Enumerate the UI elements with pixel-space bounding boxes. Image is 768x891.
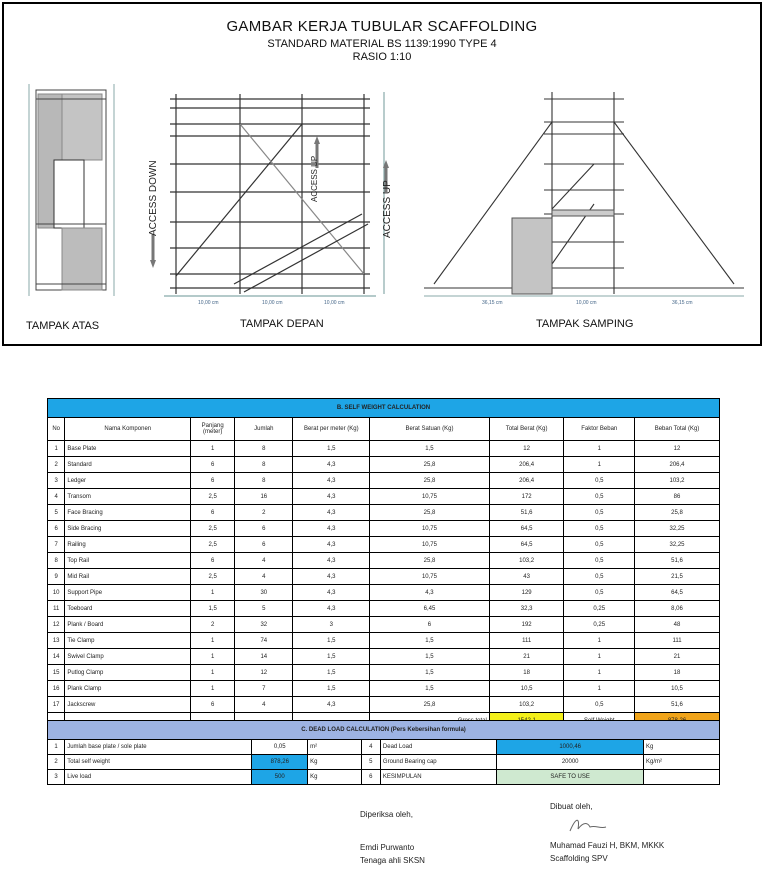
table-cell: 2,5 — [191, 489, 235, 505]
table-cell: 0,25 — [564, 601, 635, 617]
table-cell: 4,3 — [293, 489, 370, 505]
signature-scribble — [550, 813, 610, 835]
component-name: Plank Clamp — [65, 681, 191, 697]
checked-by-name: Emdi Purwanto — [360, 843, 415, 852]
dead-load-row — [48, 740, 720, 755]
table-cell: 2,5 — [191, 569, 235, 585]
table-cell: 6 — [191, 473, 235, 489]
self-weight-title: B. SELF WEIGHT CALCULATION — [48, 399, 720, 418]
component-name: Tie Clamp — [65, 633, 191, 649]
col-component: Nama Komponen — [65, 418, 191, 441]
table-cell: 0,5 — [564, 553, 635, 569]
table-cell: 13 — [48, 633, 65, 649]
component-name: Putlog Clamp — [65, 665, 191, 681]
dead-load-row — [48, 770, 720, 785]
component-name: Toeboard — [65, 601, 191, 617]
table-cell: 3 — [48, 473, 65, 489]
checked-signature-space — [360, 821, 425, 841]
drawing-subtitle: STANDARD MATERIAL BS 1139:1990 TYPE 4 — [267, 38, 497, 50]
table-cell: 4,3 — [293, 457, 370, 473]
self-weight-header-row — [48, 418, 720, 441]
table-cell: 1 — [191, 649, 235, 665]
table-cell: 0,5 — [564, 521, 635, 537]
table-cell: 4 — [235, 569, 293, 585]
table-cell: 1,5 — [370, 665, 490, 681]
dead-load-value2: SAFE TO USE — [497, 770, 644, 785]
dead-load-unit2: Kg/m² — [644, 755, 720, 770]
table-cell: 51,6 — [635, 697, 720, 713]
table-cell: 25,8 — [635, 505, 720, 521]
table-cell: 1,5 — [370, 681, 490, 697]
table-cell: 1 — [191, 633, 235, 649]
table-cell: 12 — [635, 441, 720, 457]
table-cell: 111 — [635, 633, 720, 649]
table-row — [48, 697, 720, 713]
table-cell: 8 — [235, 441, 293, 457]
table-cell: 1 — [564, 441, 635, 457]
side-dim-3: 36,15 cm — [672, 300, 693, 306]
table-cell: 6 — [48, 521, 65, 537]
table-cell: 25,8 — [370, 457, 490, 473]
component-name: Mid Rail — [65, 569, 191, 585]
table-cell: 1,5 — [191, 601, 235, 617]
table-cell: 192 — [489, 617, 564, 633]
table-cell: 30 — [235, 585, 293, 601]
table-row — [48, 633, 720, 649]
front-dim-1: 10,00 cm — [198, 300, 219, 306]
table-cell: 1 — [564, 633, 635, 649]
table-cell: 103,2 — [635, 473, 720, 489]
front-view — [164, 92, 384, 296]
table-cell: 6 — [191, 457, 235, 473]
access-down-label: ACCESS DOWN — [148, 160, 159, 236]
table-cell: 1,5 — [370, 633, 490, 649]
table-cell: 3 — [293, 617, 370, 633]
dead-load-value2: 1000,46 — [497, 740, 644, 755]
table-cell: 32,3 — [489, 601, 564, 617]
table-cell: 64,5 — [489, 521, 564, 537]
dead-load-label: Jumlah base plate / sole plate — [65, 740, 252, 755]
table-cell: 4 — [48, 489, 65, 505]
self-weight-table — [47, 398, 720, 729]
component-name: Top Rail — [65, 553, 191, 569]
table-cell: 86 — [635, 489, 720, 505]
table-cell: 1 — [564, 649, 635, 665]
table-cell: 64,5 — [635, 585, 720, 601]
signature-checked — [360, 808, 425, 867]
table-cell: 1,5 — [293, 681, 370, 697]
table-cell: 1 — [191, 681, 235, 697]
side-platform — [552, 210, 614, 216]
component-name: Face Bracing — [65, 505, 191, 521]
table-cell: 8 — [235, 473, 293, 489]
table-cell: 5 — [48, 505, 65, 521]
side-dim-1: 36,15 cm — [482, 300, 503, 306]
component-name: Base Plate — [65, 441, 191, 457]
table-cell: 10,75 — [370, 537, 490, 553]
table-cell: 0,5 — [564, 489, 635, 505]
table-cell: 8 — [48, 553, 65, 569]
access-up-label: ACCESS UP — [382, 180, 393, 238]
table-cell: 0,5 — [564, 473, 635, 489]
signature-made — [550, 800, 664, 865]
front-dim-3: 10,00 cm — [324, 300, 345, 306]
table-cell: 6 — [191, 505, 235, 521]
table-cell: 0,25 — [564, 617, 635, 633]
drawing-title: GAMBAR KERJA TUBULAR SCAFFOLDING — [226, 18, 538, 35]
table-cell: 1 — [564, 681, 635, 697]
table-cell: 1 — [48, 441, 65, 457]
drawing-scale: RASIO 1:10 — [352, 51, 412, 63]
table-cell: 64,5 — [489, 537, 564, 553]
table-cell: 7 — [235, 681, 293, 697]
table-cell: 15 — [48, 665, 65, 681]
table-cell: 12 — [235, 665, 293, 681]
table-cell: 2 — [48, 457, 65, 473]
table-cell: 25,8 — [370, 505, 490, 521]
access-up-small-label: ACCESS UP — [310, 155, 319, 202]
table-cell: 16 — [235, 489, 293, 505]
drawing-frame — [2, 2, 762, 346]
table-cell: 1,5 — [370, 441, 490, 457]
table-cell: 206,4 — [489, 457, 564, 473]
component-name: Ledger — [65, 473, 191, 489]
table-row — [48, 537, 720, 553]
table-cell: 43 — [489, 569, 564, 585]
col-total-load: Beban Total (Kg) — [635, 418, 720, 441]
table-cell: 32,25 — [635, 537, 720, 553]
dead-load-unit2 — [644, 770, 720, 785]
table-cell: 4 — [235, 553, 293, 569]
dead-load-value2: 20000 — [497, 755, 644, 770]
dead-load-unit: Kg — [308, 755, 362, 770]
table-cell: 16 — [48, 681, 65, 697]
table-cell: 17 — [48, 697, 65, 713]
table-cell: 1,5 — [293, 649, 370, 665]
table-cell: 206,4 — [489, 473, 564, 489]
table-cell: 18 — [489, 665, 564, 681]
table-cell: 4,3 — [293, 537, 370, 553]
table-row — [48, 489, 720, 505]
table-cell: 32,25 — [635, 521, 720, 537]
dead-load-unit: m² — [308, 740, 362, 755]
dead-load-row — [48, 755, 720, 770]
made-by-name: Muhamad Fauzi H, BKM, MKKK — [550, 841, 665, 850]
dead-load-value: 0,05 — [252, 740, 308, 755]
table-row — [48, 473, 720, 489]
table-cell: 1,5 — [293, 665, 370, 681]
component-name: Support Pipe — [65, 585, 191, 601]
table-cell: 12 — [48, 617, 65, 633]
table-cell: 4 — [235, 697, 293, 713]
made-by-role: Scaffolding SPV — [550, 854, 608, 863]
col-unit-weight: Berat Satuan (Kg) — [370, 418, 490, 441]
table-cell: 21,5 — [635, 569, 720, 585]
table-cell: 4,3 — [293, 601, 370, 617]
table-cell: 0,5 — [564, 585, 635, 601]
table-cell: 4,3 — [293, 473, 370, 489]
component-name: Swivel Clamp — [65, 649, 191, 665]
table-cell: 6 — [235, 537, 293, 553]
table-cell: 12 — [489, 441, 564, 457]
table-cell: 129 — [489, 585, 564, 601]
table-cell: 1 — [191, 665, 235, 681]
dead-load-label2: KESIMPULAN — [380, 770, 496, 785]
dead-load-unit: Kg — [308, 770, 362, 785]
table-cell: 21 — [635, 649, 720, 665]
table-cell: 10 — [48, 585, 65, 601]
table-cell: 10,5 — [635, 681, 720, 697]
table-cell: 21 — [489, 649, 564, 665]
table-cell: 10,75 — [370, 569, 490, 585]
table-cell: 4,3 — [293, 521, 370, 537]
table-cell: 0,5 — [564, 697, 635, 713]
table-cell: 51,6 — [635, 553, 720, 569]
table-row — [48, 569, 720, 585]
checked-by-role: Tenaga ahli SKSN — [360, 856, 425, 865]
table-cell: 10,75 — [370, 489, 490, 505]
side-dim-2: 10,00 cm — [576, 300, 597, 306]
table-cell: 103,2 — [489, 697, 564, 713]
table-row — [48, 441, 720, 457]
component-name: Transom — [65, 489, 191, 505]
table-cell: 1 — [564, 665, 635, 681]
table-cell: 206,4 — [635, 457, 720, 473]
dead-load-table — [47, 720, 720, 785]
table-cell: 14 — [48, 649, 65, 665]
table-cell: 48 — [635, 617, 720, 633]
table-cell: 103,2 — [489, 553, 564, 569]
made-by-label: Dibuat oleh, — [550, 802, 593, 811]
table-cell: 172 — [489, 489, 564, 505]
col-load-factor: Faktor Beban — [564, 418, 635, 441]
side-view — [424, 92, 744, 296]
table-row — [48, 457, 720, 473]
table-cell: 32 — [235, 617, 293, 633]
table-row — [48, 665, 720, 681]
table-cell: 1 — [564, 457, 635, 473]
dead-load-value: 878,26 — [252, 755, 308, 770]
table-cell: 1 — [191, 441, 235, 457]
dead-load-label: Live load — [65, 770, 252, 785]
dead-load-label2: Ground Bearing cap — [380, 755, 496, 770]
component-name: Plank / Board — [65, 617, 191, 633]
dead-load-no2: 6 — [361, 770, 380, 785]
side-plank-stack — [512, 218, 552, 294]
table-cell: 4,3 — [370, 585, 490, 601]
col-total-weight: Total Berat (Kg) — [489, 418, 564, 441]
table-cell: 4,3 — [293, 553, 370, 569]
table-cell: 1 — [191, 585, 235, 601]
component-name: Side Bracing — [65, 521, 191, 537]
table-cell: 4,3 — [293, 585, 370, 601]
dead-load-no: 3 — [48, 770, 65, 785]
table-cell: 10,75 — [370, 521, 490, 537]
component-name: Standard — [65, 457, 191, 473]
scaffold-drawings — [4, 4, 760, 344]
col-length: Panjang (meter) — [191, 418, 235, 441]
table-cell: 18 — [635, 665, 720, 681]
caption-top-view: TAMPAK ATAS — [26, 320, 100, 332]
table-cell: 9 — [48, 569, 65, 585]
table-cell: 6,45 — [370, 601, 490, 617]
table-row — [48, 617, 720, 633]
col-no: No — [48, 418, 65, 441]
table-cell: 6 — [191, 697, 235, 713]
table-cell: 2 — [191, 617, 235, 633]
table-cell: 8 — [235, 457, 293, 473]
table-cell: 2,5 — [191, 521, 235, 537]
table-cell: 7 — [48, 537, 65, 553]
dead-load-no2: 4 — [361, 740, 380, 755]
table-cell: 4,3 — [293, 505, 370, 521]
dead-load-label: Total self weight — [65, 755, 252, 770]
table-cell: 6 — [370, 617, 490, 633]
table-row — [48, 505, 720, 521]
dead-load-title: C. DEAD LOAD CALCULATION (Pers Kebersihan formula) — [48, 721, 720, 740]
checked-by-label: Diperiksa oleh, — [360, 810, 413, 819]
col-weight-per-m: Berat per meter (Kg) — [293, 418, 370, 441]
table-cell: 4,3 — [293, 569, 370, 585]
table-cell: 1,5 — [293, 633, 370, 649]
table-cell: 1,5 — [293, 441, 370, 457]
caption-side-view: TAMPAK SAMPING — [536, 318, 634, 330]
dead-load-unit2: Kg — [644, 740, 720, 755]
table-cell: 5 — [235, 601, 293, 617]
caption-front-view: TAMPAK DEPAN — [240, 318, 324, 330]
table-row — [48, 681, 720, 697]
table-cell: 2 — [235, 505, 293, 521]
table-row — [48, 553, 720, 569]
table-cell: 25,8 — [370, 473, 490, 489]
component-name: Jackscrew — [65, 697, 191, 713]
dead-load-label2: Dead Load — [380, 740, 496, 755]
front-dim-2: 10,00 cm — [262, 300, 283, 306]
table-cell: 11 — [48, 601, 65, 617]
col-qty: Jumlah — [235, 418, 293, 441]
dead-load-no: 2 — [48, 755, 65, 770]
table-cell: 4,3 — [293, 697, 370, 713]
table-cell: 111 — [489, 633, 564, 649]
table-cell: 6 — [191, 553, 235, 569]
dead-load-no: 1 — [48, 740, 65, 755]
table-cell: 6 — [235, 521, 293, 537]
dead-load-value: 500 — [252, 770, 308, 785]
table-cell: 2,5 — [191, 537, 235, 553]
table-row — [48, 601, 720, 617]
table-row — [48, 585, 720, 601]
table-row — [48, 521, 720, 537]
dead-load-no2: 5 — [361, 755, 380, 770]
table-cell: 1,5 — [370, 649, 490, 665]
table-cell: 14 — [235, 649, 293, 665]
table-cell: 25,8 — [370, 697, 490, 713]
table-cell: 10,5 — [489, 681, 564, 697]
table-cell: 51,6 — [489, 505, 564, 521]
table-cell: 0,5 — [564, 537, 635, 553]
table-cell: 25,8 — [370, 553, 490, 569]
table-cell: 74 — [235, 633, 293, 649]
table-cell: 8,06 — [635, 601, 720, 617]
table-cell: 0,5 — [564, 569, 635, 585]
component-name: Railing — [65, 537, 191, 553]
top-view — [29, 84, 114, 296]
table-row — [48, 649, 720, 665]
table-cell: 0,5 — [564, 505, 635, 521]
